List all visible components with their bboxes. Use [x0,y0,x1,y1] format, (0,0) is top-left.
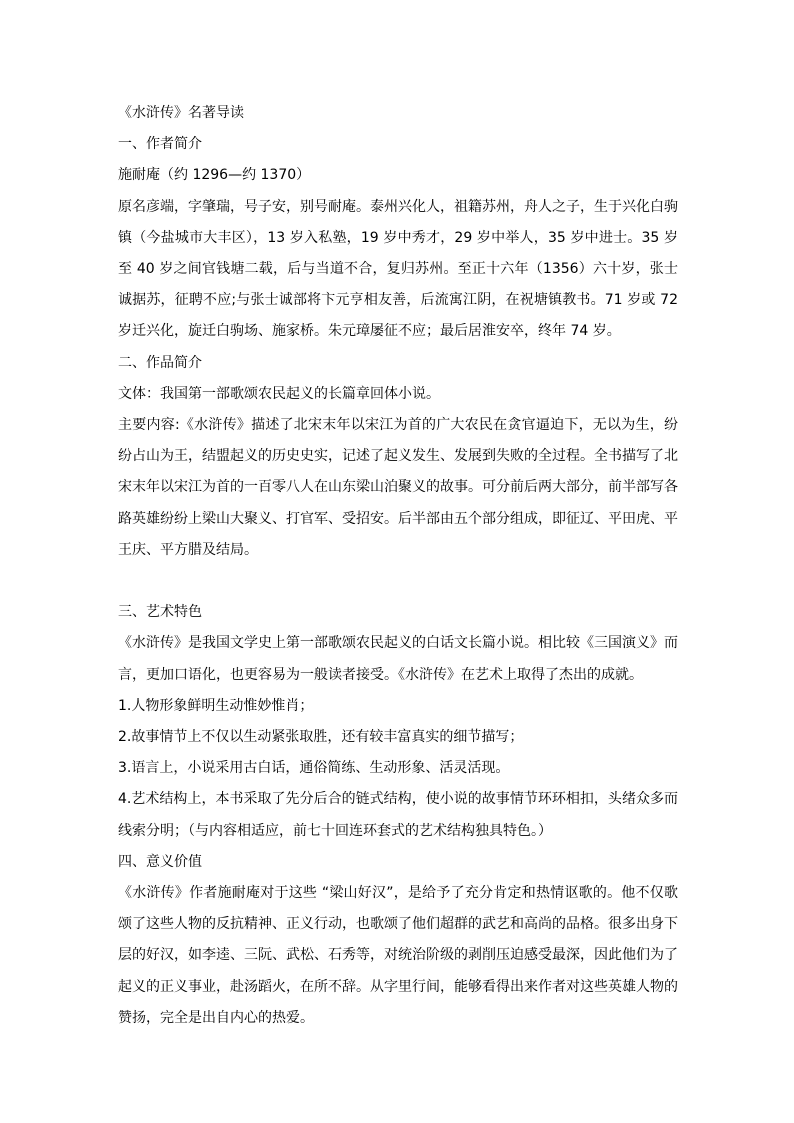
section-heading-work: 二、作品简介 [118,354,202,371]
author-name-line: 施耐庵（约 1296—约 1370） [118,167,311,184]
art-point-1: 1.人物形象鲜明生动惟妙惟肖； [118,697,314,714]
work-genre: 文体：我国第一部歌颂农民起义的长篇章回体小说。 [118,385,440,402]
blank-line [118,566,678,597]
significance-body: 《水浒传》作者施耐庵对于这些 “梁山好汉”，是给予了充分肯定和热情讴歌的。他不仅歌颂了这些人物的反抗精神、正义行动，也歌颂了他们超群的武艺和高尚的品格。很多出身下层的好汉，如李逵、三阮、武松、石秀等，对统治阶级的剥削压迫感受最深，因此他们为了起义的正义事业，赴汤蹈火，在所不辞。从字里行间，能够看得出来作者对这些英雄人物的赞扬，完全是出自内心的热爱。 [118,884,678,1026]
document-title: 《水浒传》名著导读 [118,105,244,121]
section-heading-author: 一、作者简介 [118,136,202,153]
art-point-2: 2.故事情节上不仅以生动紧张取胜，还有较丰富真实的细节描写； [118,728,524,745]
work-summary: 主要内容:《水浒传》描述了北宋末年以宋江为首的广大农民在贪官逼迫下，无以为生，纷纷占山为王，结盟起义的历史史实，记述了起义发生、发展到失败的全过程。全书描写了北宋末年以宋江为首的一百零八人在山东梁山泊聚义的故事。可分前后两大部分，前半部写各路英雄纷纷上梁山大聚义、打官军、受招安。后半部由五个部分组成，即征辽、平田虎、平王庆、平方腊及结局。 [118,416,678,558]
art-point-3: 3.语言上，小说采用古白话，通俗简练、生动形象、活灵活现。 [118,760,510,777]
section-heading-art: 三、艺术特色 [118,604,202,621]
document-body [118,98,678,1034]
art-point-4: 4.艺术结构上，本书采取了先分后合的链式结构，使小说的故事情节环环相扣，头绪众多而线索分明；（与内容相适应，前七十回连环套式的艺术结构独具特色。） [118,791,678,839]
author-biography: 原名彦端，字肇瑞，号子安，别号耐庵。泰州兴化人，祖籍苏州，舟人之子，生于兴化白驹镇（今盐城市大丰区），13 岁入私塾，19 岁中秀才，29 岁中举人，35 岁中进士。35 岁至 40 岁之间官钱塘二载，后与当道不合，复归苏州。至正十六年（1356）六十岁，张士诚据苏，征聘不应;与张士诚部将卞元亨相友善，后流寓江阴，在祝塘镇教书。71 岁或 72 岁迁兴化，旋迁白驹场、施家桥。朱元璋屡征不应；最后居淮安卒，终年 74 岁。 [118,198,678,340]
art-intro: 《水浒传》是我国文学史上第一部歌颂农民起义的白话文长篇小说。相比较《三国演义》而言，更加口语化，也更容易为一般读者接受。《水浒传》在艺术上取得了杰出的成就。 [118,635,678,683]
section-heading-significance: 四、意义价值 [118,853,202,870]
